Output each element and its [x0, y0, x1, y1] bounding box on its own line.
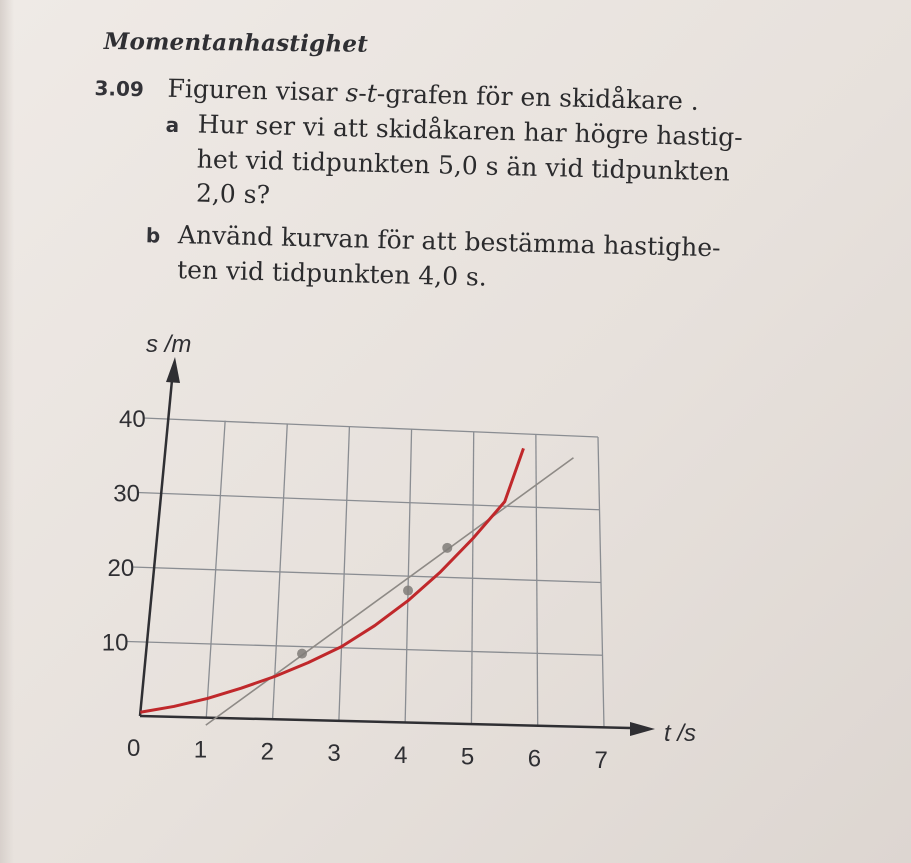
st-curve — [140, 448, 523, 712]
question-b-line-2: ten vid tidpunkten 4,0 s. — [176, 255, 488, 292]
question-a-line-1: a Hur ser vi att skidåkaren har högre hastig- — [165, 109, 744, 152]
x-tick-label: 6 — [527, 745, 542, 773]
section-heading: Momentanhastighet — [103, 28, 369, 58]
y-axis-label: s /m — [146, 331, 192, 358]
x-tick-label: 3 — [327, 740, 341, 768]
grid-line-horizontal — [132, 567, 602, 583]
y-tick-label: 10 — [101, 629, 129, 657]
x-tick-label: 4 — [394, 741, 408, 769]
x-tick-label: 5 — [460, 743, 475, 771]
problem-number: 3.09 — [94, 75, 145, 102]
grid-line-horizontal — [126, 642, 603, 656]
x-tick-label: 1 — [193, 736, 208, 764]
grid — [126, 418, 604, 728]
question-b-label: b — [145, 223, 161, 248]
x-axis-arrow — [630, 722, 655, 736]
x-tick-label: 0 — [127, 735, 141, 762]
x-axis-label: t /s — [664, 720, 697, 747]
series — [140, 448, 573, 725]
tangent-line — [206, 458, 574, 725]
question-a-line-3: 2,0 s? — [195, 178, 271, 210]
problem-intro: 3.09 Figuren visar s-t-grafen för en skidåkare . — [94, 70, 835, 123]
question-a-line-2: het vid tidpunkten 5,0 s än vid tidpunkten — [196, 144, 731, 187]
x-tick-label: 7 — [594, 747, 608, 774]
grid-line-horizontal — [137, 493, 599, 510]
y-tick-label: 30 — [113, 480, 140, 508]
tick-labels — [102, 406, 608, 774]
x-tick-label: 2 — [260, 738, 274, 766]
question-b-line-1: b Använd kurvan för att bestämma hastighe- — [145, 220, 721, 263]
marked-point — [442, 543, 452, 553]
y-tick-label: 40 — [119, 406, 146, 433]
question-a-label: a — [165, 112, 180, 138]
marked-point — [403, 586, 413, 596]
marked-point — [297, 649, 307, 659]
grid-line-horizontal — [143, 418, 598, 437]
y-axis-arrow — [166, 357, 180, 383]
y-tick-label: 20 — [107, 555, 135, 582]
x-axis — [140, 716, 630, 728]
